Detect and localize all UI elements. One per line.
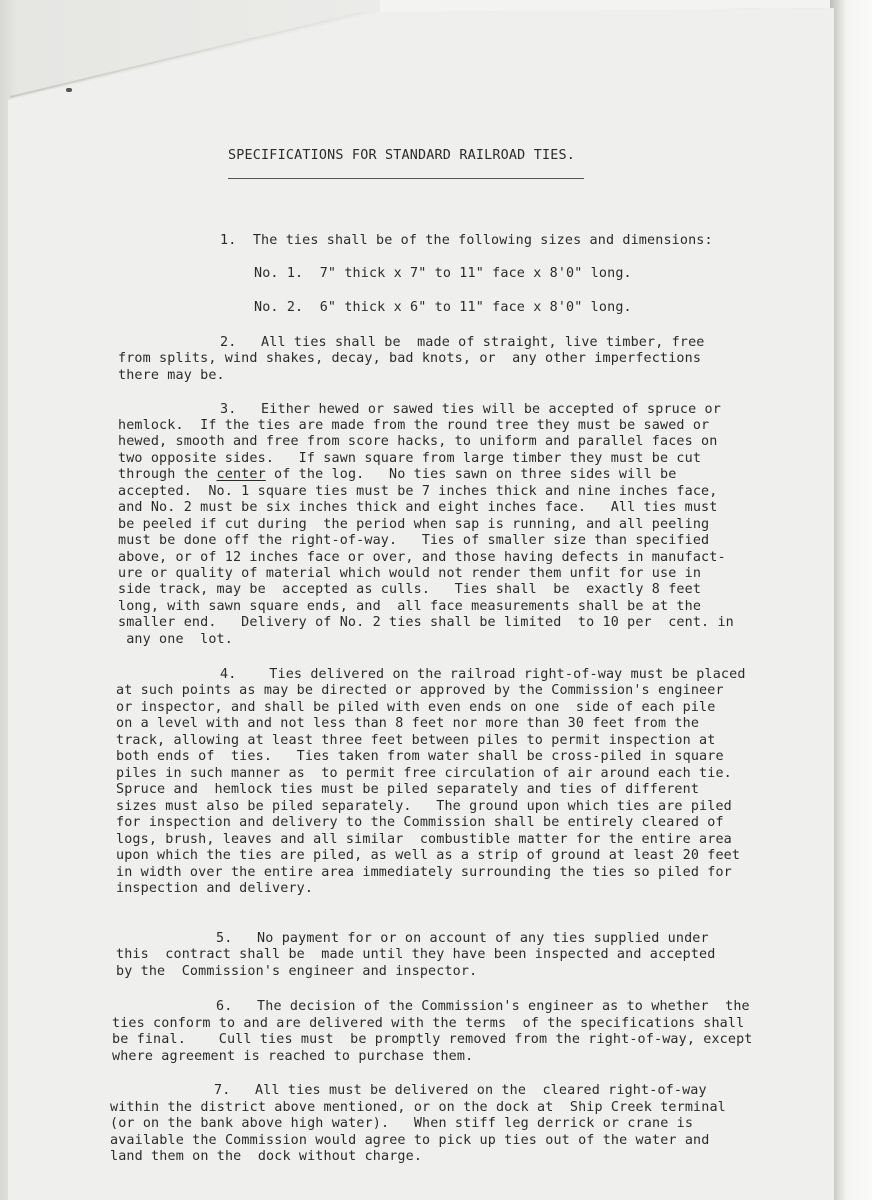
- para3-line: hewed, smooth and free from score hacks, to uniform and parallel faces on: [118, 434, 718, 449]
- para2-line: 2. All ties shall be made of straight, live timber, free: [220, 335, 705, 350]
- para3-line: hemlock. If the ties are made from the round tree they must be sawed or: [118, 418, 710, 433]
- para3-line: smaller end. Delivery of No. 2 ties shall be limited to 10 per cent. in: [118, 615, 734, 630]
- para7-line: (or on the bank above high water). When stiff leg derrick or crane is: [110, 1116, 694, 1131]
- para7-line: 7. All ties must be delivered on the cleared right-of-way: [214, 1083, 707, 1098]
- para5-line: this contract shall be made until they have been inspected and accepted: [116, 947, 716, 962]
- para3-line: two opposite sides. If sawn square from large timber they must be cut: [118, 451, 702, 466]
- para4-line: for inspection and delivery to the Commission shall be entirely cleared of: [116, 815, 724, 830]
- para3-text: through the: [118, 467, 217, 482]
- para1-size-no1: No. 1. 7" thick x 7" to 11" face x 8'0" long.: [254, 266, 632, 281]
- para4-line: sizes must also be piled separately. The ground upon which ties are piled: [116, 799, 732, 814]
- para6-line: ties conform to and are delivered with the terms of the specifications shall: [112, 1016, 745, 1031]
- para5-line: 5. No payment for or on account of any ties supplied under: [216, 931, 709, 946]
- document-title: SPECIFICATIONS FOR STANDARD RAILROAD TIES.: [228, 148, 575, 163]
- para3-line: any one lot.: [118, 632, 233, 647]
- para3-line: and No. 2 must be six inches thick and eight inches face. All ties must: [118, 500, 718, 515]
- para5-line: by the Commission's engineer and inspector.: [116, 964, 478, 979]
- para4-line: 4. Ties delivered on the railroad right-of-way must be placed: [220, 667, 746, 682]
- para3-line: 3. Either hewed or sawed ties will be accepted of spruce or: [220, 402, 721, 417]
- para2-line: there may be.: [118, 368, 225, 383]
- para3-line: must be done off the right-of-way. Ties of smaller size than specified: [118, 533, 710, 548]
- para4-line: on a level with and not less than 8 feet nor more than 30 feet from the: [116, 716, 700, 731]
- para3-line-center: [118, 467, 676, 483]
- para3-line: side track, may be accepted as culls. Ties shall be exactly 8 feet: [118, 582, 702, 597]
- para2-line: from splits, wind shakes, decay, bad knots, or any other imperfections: [118, 351, 702, 366]
- para4-line: logs, brush, leaves and all similar combustible matter for the entire area: [116, 832, 732, 847]
- para4-line: at such points as may be directed or approved by the Commission's engineer: [116, 683, 724, 698]
- para6-line: where agreement is reached to purchase them.: [112, 1049, 474, 1064]
- para4-line: piles in such manner as to permit free circulation of air around each tie.: [116, 766, 732, 781]
- para7-line: available the Commission would agree to pick up ties out of the water and: [110, 1133, 710, 1148]
- para6-line: 6. The decision of the Commission's engineer as to whether the: [216, 999, 750, 1014]
- para3-line: long, with sawn square ends, and all face measurements shall be at the: [118, 599, 702, 614]
- para4-line: Spruce and hemlock ties must be piled separately and ties of different: [116, 782, 700, 797]
- para1-size-no2: No. 2. 6" thick x 6" to 11" face x 8'0" long.: [254, 300, 632, 315]
- para4-line: in width over the entire area immediately surrounding the ties so piled for: [116, 865, 732, 880]
- para3-line: ure or quality of material which would not render them unfit for use in: [118, 566, 702, 581]
- para3-line: above, or of 12 inches face or over, and those having defects in manufact-: [118, 550, 726, 565]
- title-underline: [228, 178, 584, 179]
- para4-line: track, allowing at least three feet between piles to permit inspection at: [116, 733, 716, 748]
- para3-line: be peeled if cut during the period when sap is running, and all peeling: [118, 517, 710, 532]
- para4-line: or inspector, and shall be piled with even ends on one side of each pile: [116, 700, 716, 715]
- underlined-word-center: center: [216, 467, 266, 482]
- para7-line: within the district above mentioned, or on the dock at Ship Creek terminal: [110, 1100, 726, 1115]
- para4-line: inspection and delivery.: [116, 881, 314, 896]
- para6-line: be final. Cull ties must be promptly removed from the right-of-way, except: [112, 1032, 753, 1047]
- para7-line: land them on the dock without charge.: [110, 1149, 423, 1164]
- para3-line: accepted. No. 1 square ties must be 7 inches thick and nine inches face,: [118, 484, 718, 499]
- para3-text: of the log. No ties sawn on three sides will be: [265, 467, 677, 482]
- para4-line: upon which the ties are piled, as well as a strip of ground at least 20 feet: [116, 848, 741, 863]
- para1-intro: 1. The ties shall be of the following sizes and dimensions:: [220, 233, 713, 248]
- para4-line: both ends of ties. Ties taken from water shall be cross-piled in square: [116, 749, 724, 764]
